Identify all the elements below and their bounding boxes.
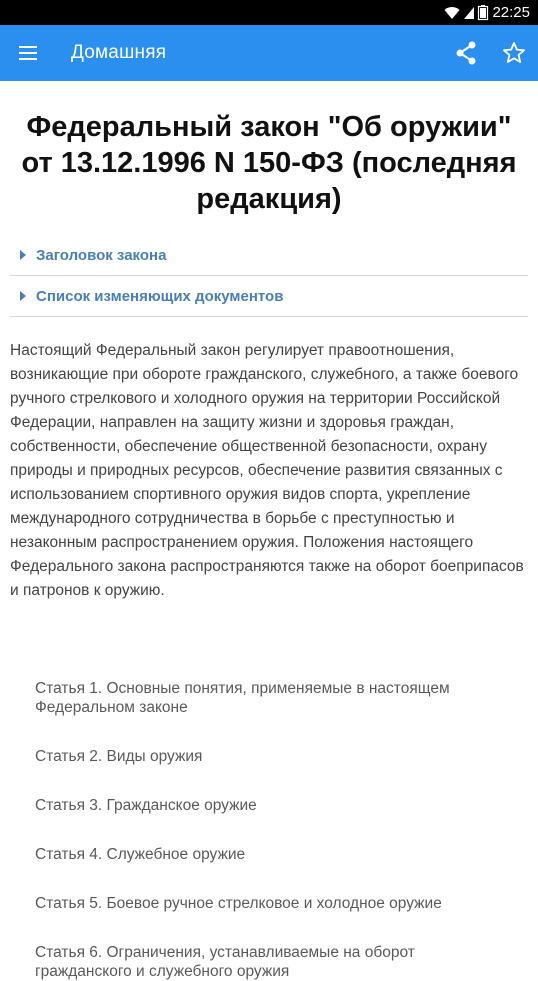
- status-bar: [0, 0, 538, 25]
- intro-paragraph: Настоящий Федеральный закон регулирует правоотношения, возникающие при обороте гражданского, служебного, а также боевого ручного стрелкового и холодного оружия на территории Российской Федерации, направлен на защиту жизни и здоровья граждан, собственности, обеспечение общественной безопасности, охрану природы и природных ресурсов, обеспечение развития связанных с использованием спортивного оружия видов спорта, укрепление международного сотрудничества в борьбе с преступностью и незаконным распространением оружия. Положения настоящего Федерального закона распространяются также на оборот боеприпасов и патронов к оружию.: [10, 342, 524, 599]
- signal-icon: [463, 6, 475, 20]
- section-label: Заголовок закона: [36, 246, 167, 264]
- share-button[interactable]: [442, 25, 490, 81]
- expand-arrow-icon: [20, 250, 26, 260]
- article-list: [0, 679, 538, 981]
- status-icons: [444, 5, 488, 20]
- section-amending-documents[interactable]: [10, 276, 528, 317]
- article-link-2[interactable]: Статья 2. Виды оружия: [35, 748, 203, 765]
- section-label: Список изменяющих документов: [36, 287, 284, 305]
- app-bar: [0, 25, 538, 81]
- status-time: 22:25: [492, 4, 530, 21]
- menu-button[interactable]: [0, 25, 56, 81]
- star-icon: [502, 41, 526, 65]
- document-content[interactable]: [0, 81, 538, 980]
- section-law-header[interactable]: [10, 235, 528, 276]
- menu-icon: [19, 46, 37, 60]
- article-link-4[interactable]: Статья 4. Служебное оружие: [35, 846, 246, 863]
- expand-arrow-icon: [20, 291, 26, 301]
- article-link-3[interactable]: Статья 3. Гражданское оружие: [35, 797, 257, 814]
- article-link-1[interactable]: Статья 1. Основные понятия, применяемые в настоящем Федеральном законе: [35, 680, 450, 716]
- article-link-5[interactable]: Статья 5. Боевое ручное стрелковое и холодное оружие: [35, 895, 442, 912]
- app-title: Домашняя: [71, 42, 167, 63]
- wifi-icon: [444, 6, 460, 20]
- share-icon: [455, 41, 477, 65]
- article-link-6[interactable]: Статья 6. Ограничения, устанавливаемые на оборот гражданского и служебного оружия: [35, 944, 415, 980]
- app-actions: [442, 25, 538, 81]
- collapsible-sections: [10, 235, 528, 317]
- battery-icon: [478, 5, 488, 20]
- document-title: Федеральный закон "Об оружии" от 13.12.1996 N 150-ФЗ (последняя редакция): [21, 111, 517, 215]
- favorite-button[interactable]: [490, 25, 538, 81]
